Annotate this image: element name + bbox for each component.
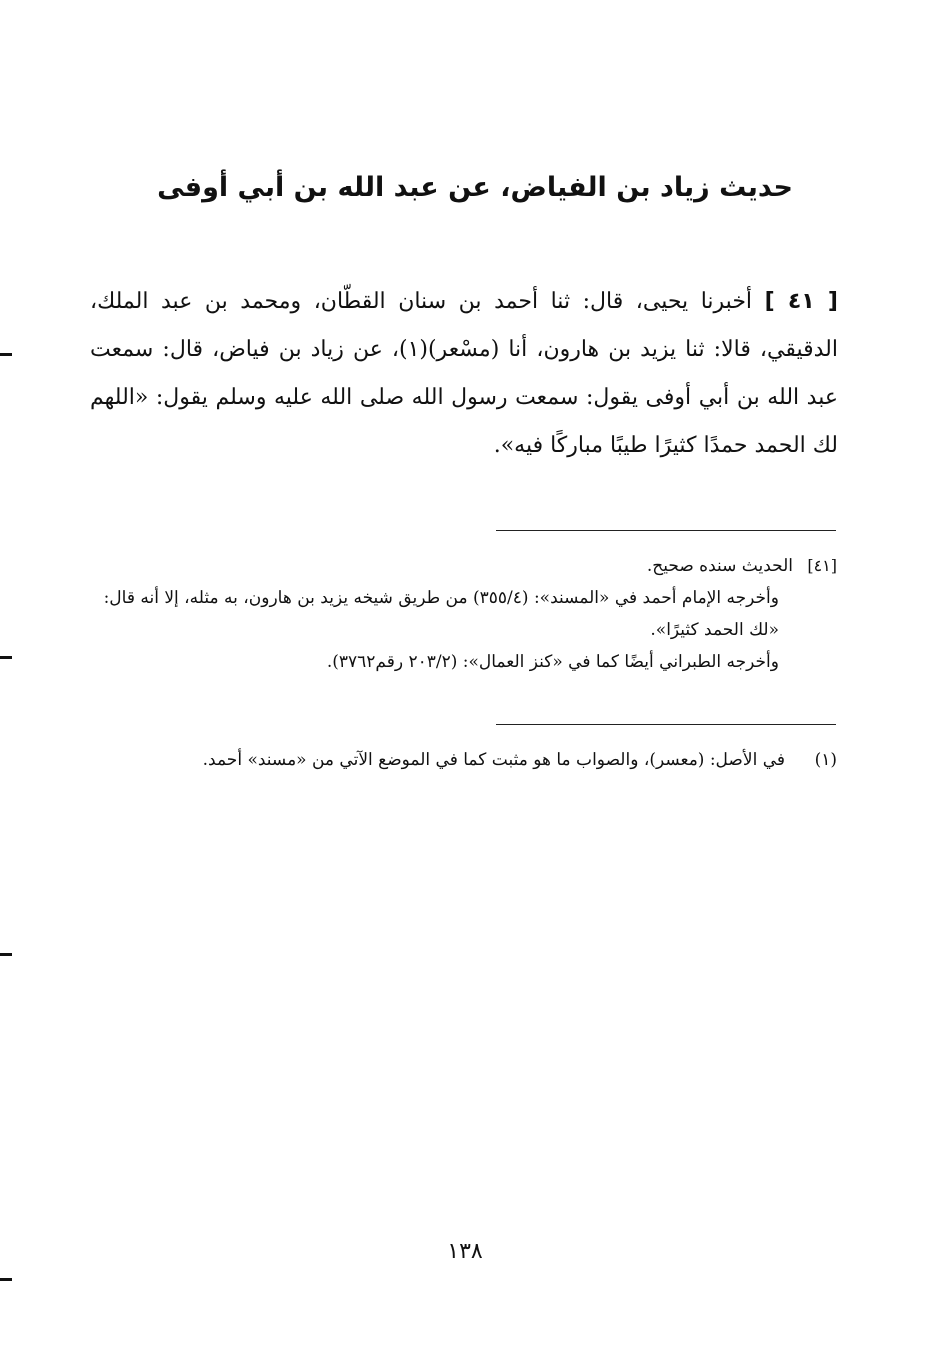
scan-edge-mark bbox=[0, 353, 12, 356]
page-number: ١٣٨ bbox=[447, 1239, 483, 1264]
takhrij-notes bbox=[92, 550, 837, 678]
scan-edge-mark bbox=[0, 1278, 12, 1281]
hadith-paragraph bbox=[90, 278, 838, 470]
takhrij-line: وأخرجه الإمام أحمد في «المسند»: (٣٥٥/٤) من طريق شيخه يزيد بن هارون، به مثله، إلا أنه قال: «لك الحمد كثيرًا». bbox=[103, 588, 779, 640]
takhrij-line: وأخرجه الطبراني أيضًا كما في «كنز العمال»: (٢٠٣/٢ رقم٣٧٦٢). bbox=[326, 652, 779, 672]
takhrij-line bbox=[92, 550, 837, 582]
footnote-divider bbox=[496, 724, 836, 725]
scan-edge-mark bbox=[0, 656, 12, 659]
scan-edge-mark bbox=[0, 953, 12, 956]
chapter-title: حديث زياد بن الفياض، عن عبد الله بن أبي أوفى bbox=[157, 172, 793, 203]
footnote-number: (١) bbox=[814, 750, 837, 770]
takhrij-divider bbox=[496, 530, 836, 531]
footnote bbox=[92, 744, 837, 776]
hadith-number: [ ٤١ ] bbox=[764, 289, 838, 314]
takhrij-label: [٤١] bbox=[807, 556, 837, 575]
footnote-text: في الأصل: (معسر)، والصواب ما هو مثبت كما في الموضع الآتي من «مسند» أحمد. bbox=[202, 750, 785, 770]
hadith-text: أخبرنا يحيى، قال: ثنا أحمد بن سنان القطّان، ومحمد بن عبد الملك، الدقيقي، قالا: ثنا يزيد بن هارون، أنا (مسْعر)(١)، عن زياد بن فياض، قال: سمعت عبد الله بن أبي أوفى يقول: سمعت رسول الله صلى الله عليه وسلم يقول: «اللهم لك الحمد حمدًا كثيرًا طيبًا مباركًا فيه». bbox=[90, 289, 838, 458]
takhrij-line-text: الحديث سنده صحيح. bbox=[646, 556, 793, 576]
